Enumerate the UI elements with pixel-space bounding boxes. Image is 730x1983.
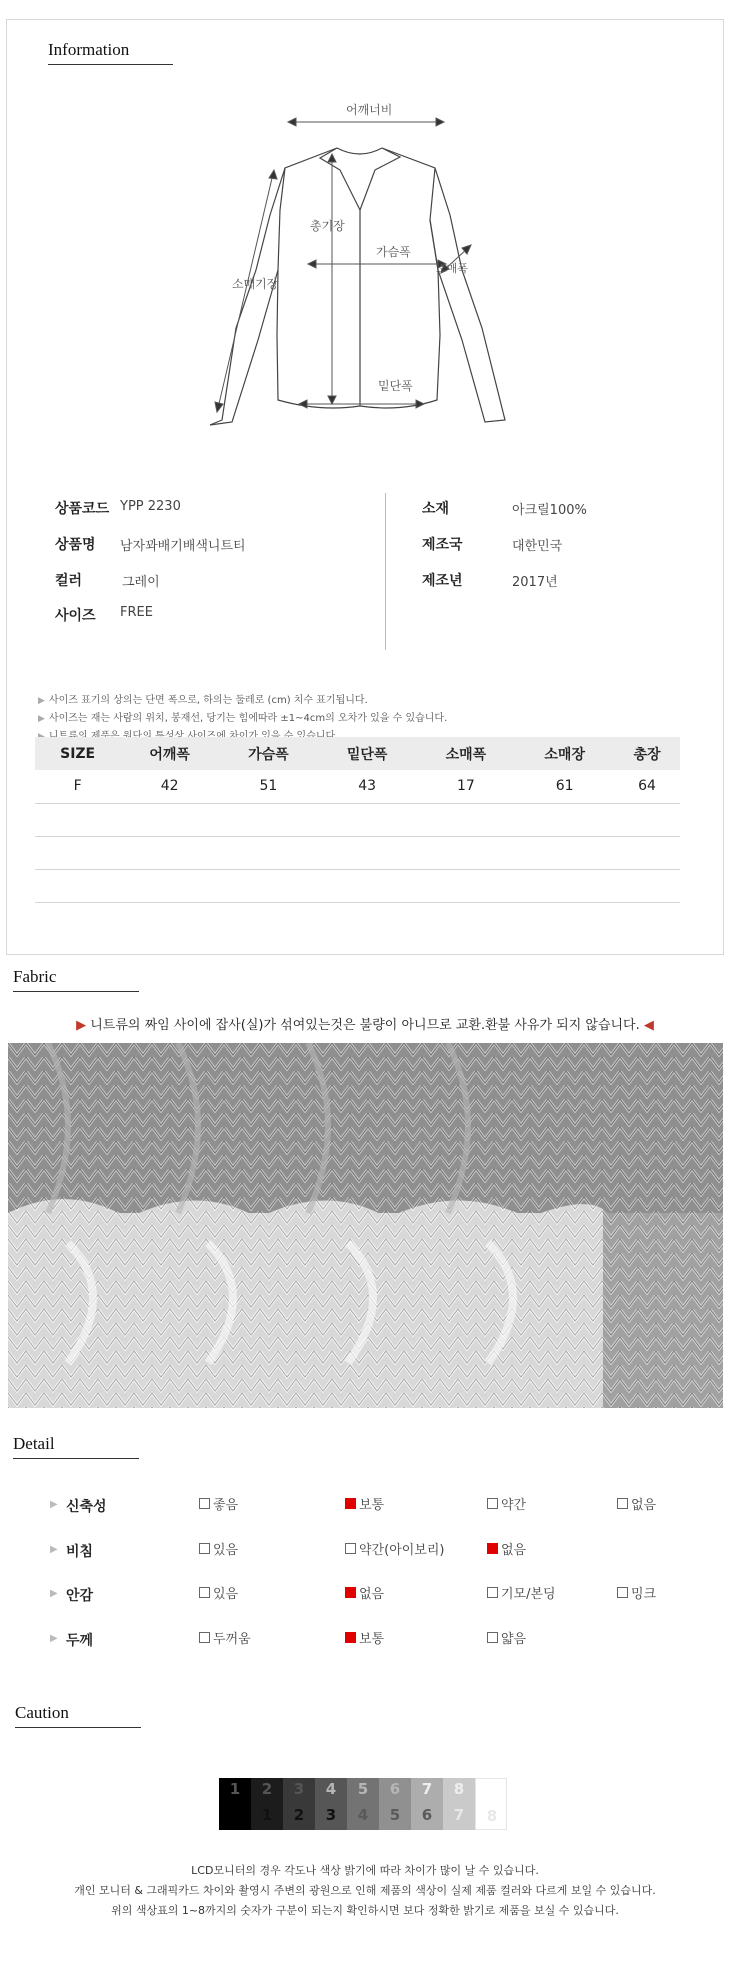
option-sheer-yes[interactable] [199,1539,238,1558]
option-elasticity-normal[interactable] [345,1494,384,1513]
checkbox-checked[interactable] [345,1498,356,1509]
spec-key-year: 제조년 [422,573,463,589]
table-cell: 51 [219,770,318,803]
option-label: 있음 [213,1543,239,1558]
checkbox[interactable] [199,1587,210,1598]
notice-arrow-left-icon: ◀ [643,1018,654,1033]
caution-line: 개인 모니터 & 그래픽카드 차이와 촬영시 주변의 광원으로 인해 제품의 색상이 실제 제품 컬러와 다르게 보일 수 있습니다. [74,1884,656,1897]
option-label: 없음 [359,1587,385,1602]
table-cell: 43 [318,770,417,803]
swatch-number-bottom: 3 [325,1806,337,1824]
label-chest: 가슴폭 [376,245,411,259]
checkbox[interactable] [199,1543,210,1554]
spec-key-color: 컬러 [55,573,83,589]
option-label: 얇음 [501,1632,527,1647]
option-elasticity-none[interactable] [617,1494,656,1513]
option-elasticity-good[interactable] [199,1494,238,1513]
brightness-swatch [347,1778,379,1830]
checkbox[interactable] [199,1498,210,1509]
option-sheer-slight[interactable] [345,1539,445,1558]
checkbox[interactable] [199,1632,210,1643]
swatch-number-bottom: 5 [389,1806,401,1824]
spec-key-country: 제조국 [422,537,463,553]
column-header: 총장 [614,737,680,770]
column-header: 밑단폭 [318,737,417,770]
swatch-number-top: 6 [389,1780,401,1798]
swatch-number-top: 2 [261,1780,273,1798]
size-note: ▶ 사이즈는 재는 사람의 위치, 봉재선, 당기는 힘에따라 ±1~4cm의 오차가 있을 수 있습니다. [38,709,447,724]
table-cell: 42 [120,770,219,803]
checkbox[interactable] [487,1498,498,1509]
spec-value-year: 2017년 [512,575,558,590]
size-table-header [35,737,680,770]
option-lining-mink[interactable] [617,1583,656,1602]
table-row-empty [35,869,680,902]
option-label: 두꺼움 [213,1632,251,1647]
label-hem: 밑단폭 [378,379,413,393]
brightness-swatch-strip [219,1778,507,1830]
option-label: 약간(아이보리) [359,1543,445,1558]
swatch-number-top: 8 [453,1780,465,1798]
brightness-swatch [379,1778,411,1830]
spec-value-name: 남자꽈배기배색니트티 [120,539,246,554]
checkbox[interactable] [345,1543,356,1554]
option-label: 밍크 [631,1587,657,1602]
swatch-number-bottom: 7 [453,1806,465,1824]
swatch-number-bottom: 8 [486,1807,498,1825]
caution-line: LCD모니터의 경우 각도나 색상 밝기에 따라 차이가 많이 날 수 있습니다. [191,1864,539,1877]
swatch-number-bottom: 2 [293,1806,305,1824]
size-note: ▶ 사이즈 표기의 상의는 단면 폭으로, 하의는 둘레로 (cm) 치수 표기됩니다. [38,691,368,706]
option-label: 없음 [631,1498,657,1513]
label-shoulder: 어깨너비 [346,103,393,117]
option-label: 좋음 [213,1498,239,1513]
information-title: Information [48,40,173,65]
option-label: 있음 [213,1587,239,1602]
caution-title: Caution [15,1703,141,1728]
brightness-swatch [411,1778,443,1830]
brightness-swatch [283,1778,315,1830]
column-header: 어깨폭 [120,737,219,770]
option-lining-none[interactable] [345,1583,384,1602]
brightness-swatch [443,1778,475,1830]
checkbox[interactable] [487,1587,498,1598]
checkbox[interactable] [617,1587,628,1598]
checkbox-checked[interactable] [345,1632,356,1643]
swatch-number-bottom: 6 [421,1806,433,1824]
checkbox[interactable] [487,1632,498,1643]
table-cell: 17 [417,770,516,803]
option-lining-yes[interactable] [199,1583,238,1602]
swatch-number-top: 3 [293,1780,305,1798]
detail-label-thickness: ▶ 두께 [66,1630,93,1650]
brightness-swatch [251,1778,283,1830]
garment-size-diagram [200,100,530,430]
column-header: 소매장 [515,737,614,770]
caution-line: 위의 색상표의 1~8까지의 숫자가 구분이 되는지 확인하시면 보다 정확한 밝기로 제품을 보실 수 있습니다. [111,1904,619,1917]
option-label: 보통 [359,1632,385,1647]
detail-title: Detail [13,1434,139,1459]
option-label: 약간 [501,1498,527,1513]
column-header: 소매폭 [417,737,516,770]
checkbox-checked[interactable] [345,1587,356,1598]
option-thick-thick[interactable] [199,1628,251,1647]
size-table [35,737,680,903]
spec-key-size: 사이즈 [55,608,96,624]
brightness-swatch [475,1778,507,1830]
spec-value-size: FREE [120,605,153,620]
swatch-number-bottom: 4 [357,1806,369,1824]
label-sleeve-width: 소매폭 [436,263,468,275]
spec-value-color: 그레이 [122,575,160,590]
label-sleeve-length: 소매기장 [232,277,279,291]
notice-arrow-right-icon: ▶ [76,1018,87,1033]
option-thick-thin[interactable] [487,1628,526,1647]
option-label: 기모/본딩 [501,1587,556,1602]
spec-key-code: 상품코드 [55,501,110,517]
table-cell: 61 [515,770,614,803]
fabric-closeup-image [8,1043,723,1408]
fabric-title: Fabric [13,967,139,992]
table-row-empty [35,803,680,836]
swatch-number-top: 4 [325,1780,337,1798]
detail-label-sheerness: ▶ 비침 [66,1541,93,1561]
option-elasticity-slight[interactable] [487,1494,526,1513]
spec-value-country: 대한민국 [512,539,563,554]
detail-label-lining: ▶ 안감 [66,1585,93,1605]
table-row-empty [35,836,680,869]
swatch-number-bottom: 1 [261,1806,273,1824]
column-header: SIZE [35,737,120,770]
option-thick-normal[interactable] [345,1628,384,1647]
spec-value-material: 아크릴100% [512,503,587,518]
fabric-notice-text: 니트류의 짜임 사이에 잡사(실)가 섞여있는것은 불량이 아니므로 교환.환불 사유가 되지 않습니다. [90,1018,640,1033]
table-row [35,770,680,803]
spec-key-material: 소재 [422,501,450,517]
option-sheer-none[interactable] [487,1539,526,1558]
label-total-length: 총기장 [310,219,345,233]
spec-divider [385,493,386,650]
swatch-number-top: 5 [357,1780,369,1798]
detail-label-elasticity: ▶ 신축성 [66,1496,107,1516]
option-label: 보통 [359,1498,385,1513]
option-lining-fleece[interactable] [487,1583,556,1602]
fabric-notice [0,1014,730,1033]
measure-arrows [215,118,471,412]
table-cell: 64 [614,770,680,803]
spec-value-code: YPP 2230 [120,499,181,514]
table-cell: F [35,770,120,803]
brightness-swatch [315,1778,347,1830]
swatch-number-top: 7 [421,1780,433,1798]
option-label: 없음 [501,1543,527,1558]
swatch-number-top: 1 [229,1780,241,1798]
checkbox-checked[interactable] [487,1543,498,1554]
checkbox[interactable] [617,1498,628,1509]
column-header: 가슴폭 [219,737,318,770]
brightness-swatch [219,1778,251,1830]
spec-key-name: 상품명 [55,537,96,553]
